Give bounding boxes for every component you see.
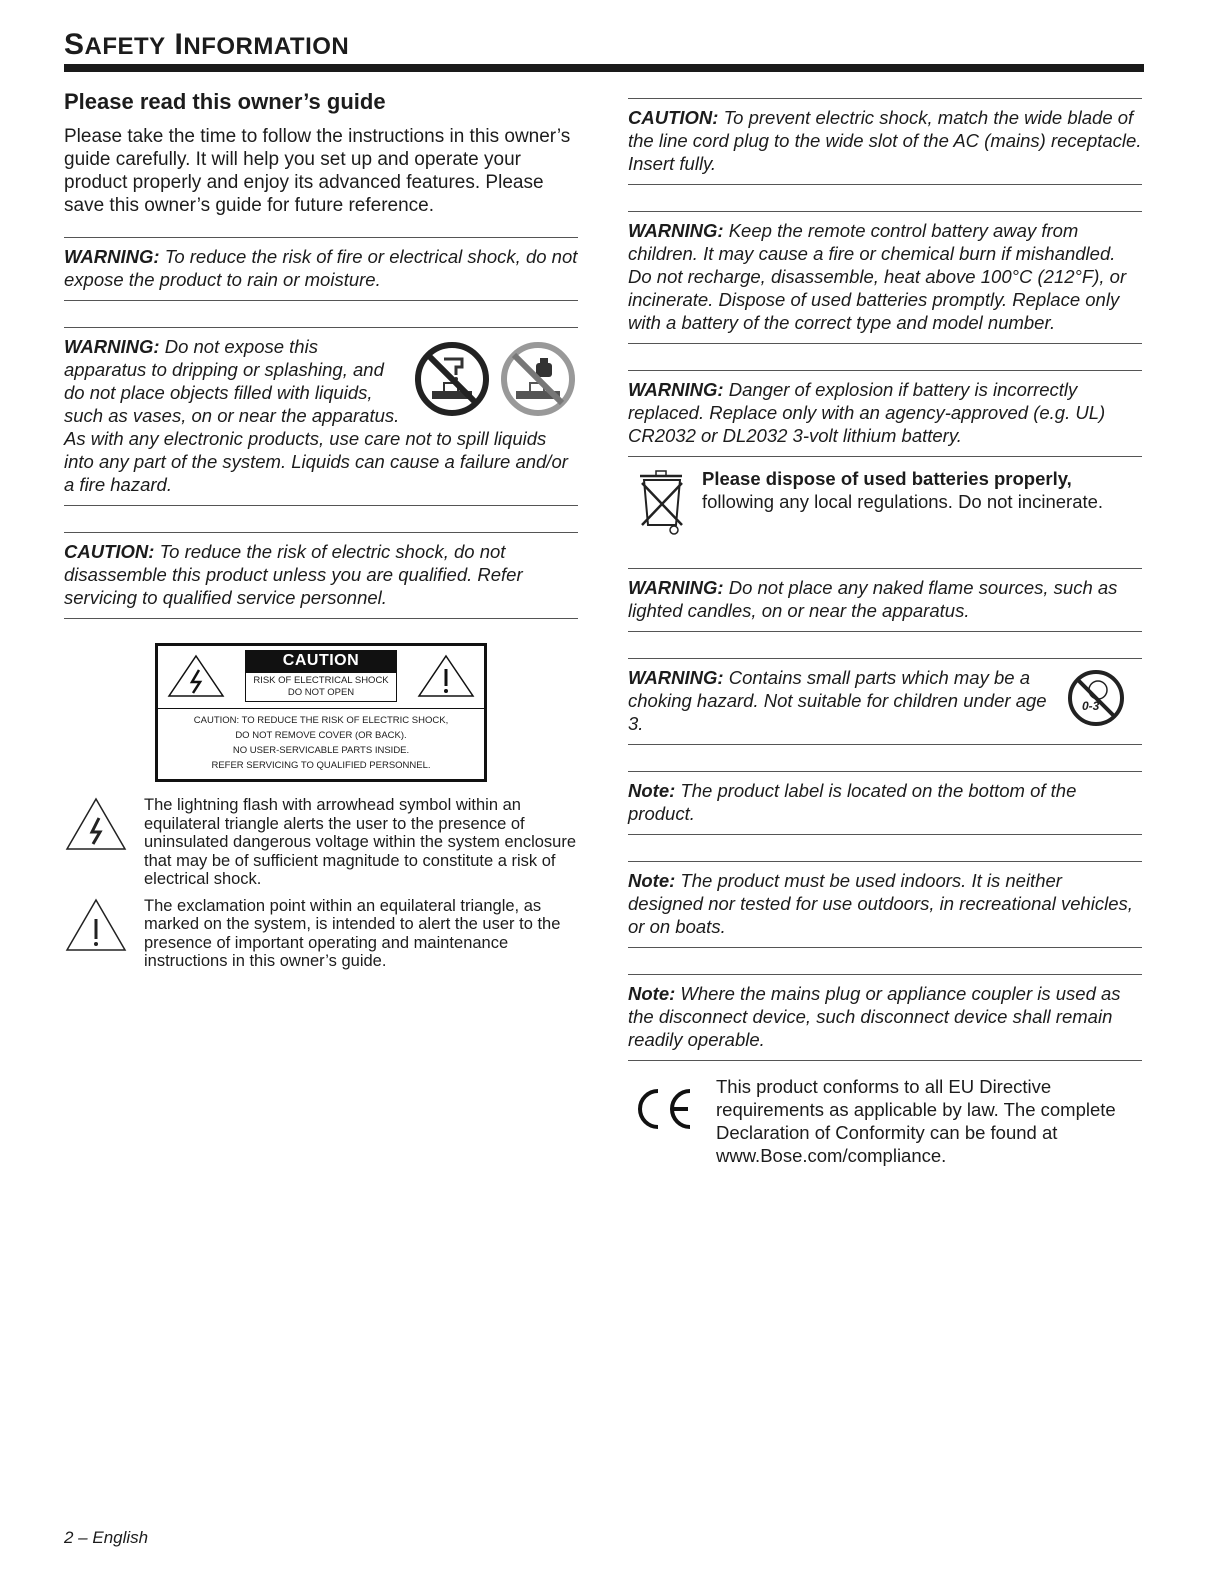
ce-mark-icon (632, 1085, 696, 1133)
note-text: The product label is located on the bottom of the product. (628, 780, 1077, 824)
caution-label: CAUTION: (64, 541, 155, 562)
warning-label: WARNING: (64, 336, 160, 357)
lightning-symbol-row (64, 796, 578, 889)
exclamation-symbol-row (64, 897, 578, 971)
caution-label: CAUTION: (628, 107, 719, 128)
note-text: Where the mains plug or appliance coupler is used as the disconnect device, such disconnect device shall remain readily operable. (628, 983, 1121, 1050)
exclamation-explanation: The exclamation point within an equilateral triangle, as marked on the system, is intended to alert the user to the presence of important operating and maintenance instructions in this owner’s guide. (144, 896, 561, 970)
caution-text: To prevent electric shock, match the wide blade of the line cord plug to the wide slot of the AC (mains) receptacle. Insert fully. (628, 107, 1142, 174)
lightning-explanation: The lightning flash with arrowhead symbol within an equilateral triangle alerts the user to the presence of uninsulated dangerous voltage within the system enclosure that may be of sufficient magnitude to constitute a risk of electrical shock. (144, 796, 577, 888)
caution-label-box (155, 643, 487, 782)
warning-liquid-block (64, 327, 578, 506)
note-label: Note: (628, 983, 676, 1004)
exclamation-triangle-icon (64, 897, 128, 953)
warning-flame-block (628, 568, 1142, 632)
warning-explosion-block (628, 370, 1142, 457)
note-label-block (628, 771, 1142, 835)
note-text: The product must be used indoors. It is neither designed nor tested for use outdoors, in recreational vehicles, or on boats. (628, 870, 1133, 937)
crossed-bin-icon (638, 467, 686, 537)
warning-battery-block (628, 211, 1142, 344)
ce-compliance-text: This product conforms to all EU Directive requirements as applicable by law. The complete Declaration of Conformity can be found at www.Bose.com/compliance. (716, 1076, 1116, 1166)
page-title: SAFETY INFORMATION (64, 28, 350, 61)
warning-text: Do not place any naked flame sources, such as lighted candles, on or near the apparatus. (628, 577, 1118, 621)
choking-hazard-icon (1066, 668, 1126, 728)
warning-text: To reduce the risk of fire or electrical shock, do not expose the product to rain or moisture. (64, 246, 578, 290)
warning-label: WARNING: (628, 379, 724, 400)
warning-label: WARNING: (628, 220, 724, 241)
ce-compliance-row (628, 1075, 1142, 1167)
lightning-triangle-icon (166, 653, 226, 699)
warning-label: WARNING: (628, 577, 724, 598)
warning-text: Do not expose this apparatus to dripping or splashing, and do not place objects filled with liquids, such as vases, on or near the apparatus. As with any electronic products, use care not to spill liquids into any part of the system. Liquids can cause a failure and/or a fire hazard. (64, 336, 568, 495)
page-footer: 2 – English (64, 1528, 149, 1547)
battery-disposal-row (628, 457, 1142, 556)
caution-disassemble-block (64, 532, 578, 619)
exclamation-triangle-icon (416, 653, 476, 699)
no-dripping-icon (414, 341, 490, 417)
section-heading: Please read this owner’s guide (64, 89, 386, 114)
caution-box-text: CAUTION: TO REDUCE THE RISK OF ELECTRIC SHOCK, DO NOT REMOVE COVER (OR BACK). NO USER-SERVICABLE PARTS INSIDE. REFER SERVICING TO QUALIFIED PERSONNEL. (193, 715, 449, 771)
note-label: Note: (628, 780, 676, 801)
warning-text: Keep the remote control battery away from children. It may cause a fire or chemical burn if mishandled. Do not recharge, disassemble, heat above 100°C (212°F), or incinerate. Dispose of used batteries promptly. Replace only with a battery of the correct type and model number. (628, 220, 1127, 333)
caution-text: To reduce the risk of electric shock, do not disassemble this product unless you are qualified. Refer servicing to qualified service personnel. (64, 541, 523, 608)
title-rule (64, 64, 1144, 72)
battery-disposal-text: Please dispose of used batteries properly, following any local regulations. Do not incinerate. (702, 468, 1104, 512)
note-indoors-block (628, 861, 1142, 948)
left-column (64, 88, 578, 971)
note-label: Note: (628, 870, 676, 891)
caution-plug-block (628, 98, 1142, 185)
lightning-triangle-icon (64, 796, 128, 852)
caution-box-risk: RISK OF ELECTRICAL SHOCK DO NOT OPEN (245, 672, 397, 702)
warning-text: Danger of explosion if battery is incorrectly replaced. Replace only with an agency-approved (e.g. UL) CR2032 or DL2032 3-volt lithium battery. (628, 379, 1106, 446)
note-disconnect-block (628, 974, 1142, 1061)
right-column (628, 98, 1142, 1167)
warning-label: WARNING: (64, 246, 160, 267)
warning-choking-block (628, 658, 1142, 745)
intro-paragraph: Please take the time to follow the instructions in this owner’s guide carefully. It will help you set up and operate your product properly and enjoy its advanced features. Please save this owner’s guide for future reference. (64, 126, 571, 216)
svg-text:0-3: 0-3 (1082, 699, 1100, 713)
warning-rain-block (64, 237, 578, 301)
caution-box-title: CAUTION (245, 650, 397, 672)
no-objects-on-top-icon (500, 341, 576, 417)
warning-label: WARNING: (628, 667, 724, 688)
warning-text: Contains small parts which may be a choking hazard. Not suitable for children under age 3. (628, 667, 1047, 734)
liquid-icons (414, 341, 576, 417)
